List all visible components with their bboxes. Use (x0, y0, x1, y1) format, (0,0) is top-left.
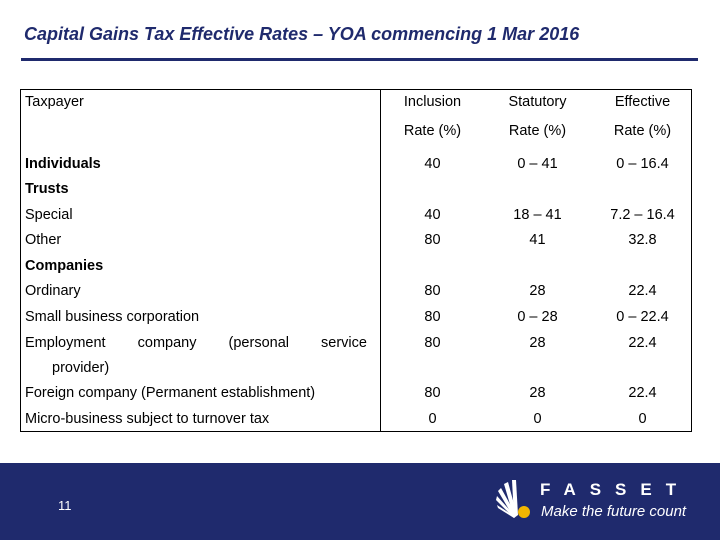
row-label-small-business: Small business corporation (25, 309, 200, 325)
cell-statutory: 0 – 41 (517, 156, 558, 172)
cell-statutory: 41 (529, 232, 546, 248)
table-border-top (20, 89, 692, 90)
cell-inclusion: 40 (424, 207, 441, 223)
row-label-micro: Micro-business subject to turnover tax (25, 411, 270, 427)
fasset-tagline: Make the future count (541, 503, 687, 520)
cell-inclusion: 80 (424, 335, 441, 351)
row-label-foreign: Foreign company (Permanent establishment) (25, 385, 316, 401)
row-label-ordinary: Ordinary (25, 283, 81, 299)
section-label-companies: Companies (25, 258, 104, 274)
cell-inclusion: 40 (424, 156, 441, 172)
fasset-logo-name: FASSET (540, 480, 691, 499)
header-taxpayer: Taxpayer (25, 94, 84, 110)
cell-effective: 22.4 (628, 385, 657, 401)
cell-statutory: 18 – 41 (513, 207, 562, 223)
row-label-individuals: Individuals (25, 156, 101, 172)
header-effective: Effective (614, 94, 671, 110)
cell-effective: 32.8 (628, 232, 657, 248)
fasset-logo-icon (494, 478, 534, 523)
section-label-trusts: Trusts (25, 181, 69, 197)
row-label-special: Special (25, 207, 73, 223)
cell-effective: 22.4 (628, 283, 657, 299)
cell-statutory: 0 (533, 411, 542, 427)
cell-statutory: 28 (529, 385, 546, 401)
cell-statutory: 0 – 28 (517, 309, 558, 325)
table-border-left (20, 89, 21, 432)
cell-inclusion: 80 (424, 232, 441, 248)
header-statutory-unit: Rate (%) (508, 123, 567, 139)
footer-band (0, 463, 720, 540)
page-number: 11 (58, 498, 72, 513)
label-word: Employment (25, 335, 106, 351)
cell-effective: 22.4 (628, 335, 657, 351)
tax-rates-table (20, 89, 692, 432)
header-inclusion-unit: Rate (%) (403, 123, 462, 139)
header-inclusion: Inclusion (403, 94, 462, 110)
row-label-employment-cont: provider) (52, 360, 110, 376)
cell-inclusion: 80 (424, 309, 441, 325)
label-word: company (137, 335, 197, 351)
cell-effective: 0 – 16.4 (616, 156, 669, 172)
cell-effective: 0 – 22.4 (616, 309, 669, 325)
table-border-right (691, 89, 692, 432)
table-divider (380, 89, 381, 432)
cell-inclusion: 0 (428, 411, 437, 427)
label-word: service (321, 335, 367, 351)
header-statutory: Statutory (508, 94, 567, 110)
cell-effective: 0 (638, 411, 647, 427)
cell-effective: 7.2 – 16.4 (610, 207, 675, 223)
table-border-bottom (20, 431, 692, 432)
title-underline (21, 58, 698, 61)
header-effective-unit: Rate (%) (613, 123, 672, 139)
page-title: Capital Gains Tax Effective Rates – YOA commencing 1 Mar 2016 (24, 24, 580, 44)
cell-inclusion: 80 (424, 283, 441, 299)
cell-statutory: 28 (529, 335, 546, 351)
label-word: (personal (228, 335, 289, 351)
cell-inclusion: 80 (424, 385, 441, 401)
cell-statutory: 28 (529, 283, 546, 299)
row-label-other: Other (25, 232, 62, 248)
row-label-employment (25, 335, 367, 351)
